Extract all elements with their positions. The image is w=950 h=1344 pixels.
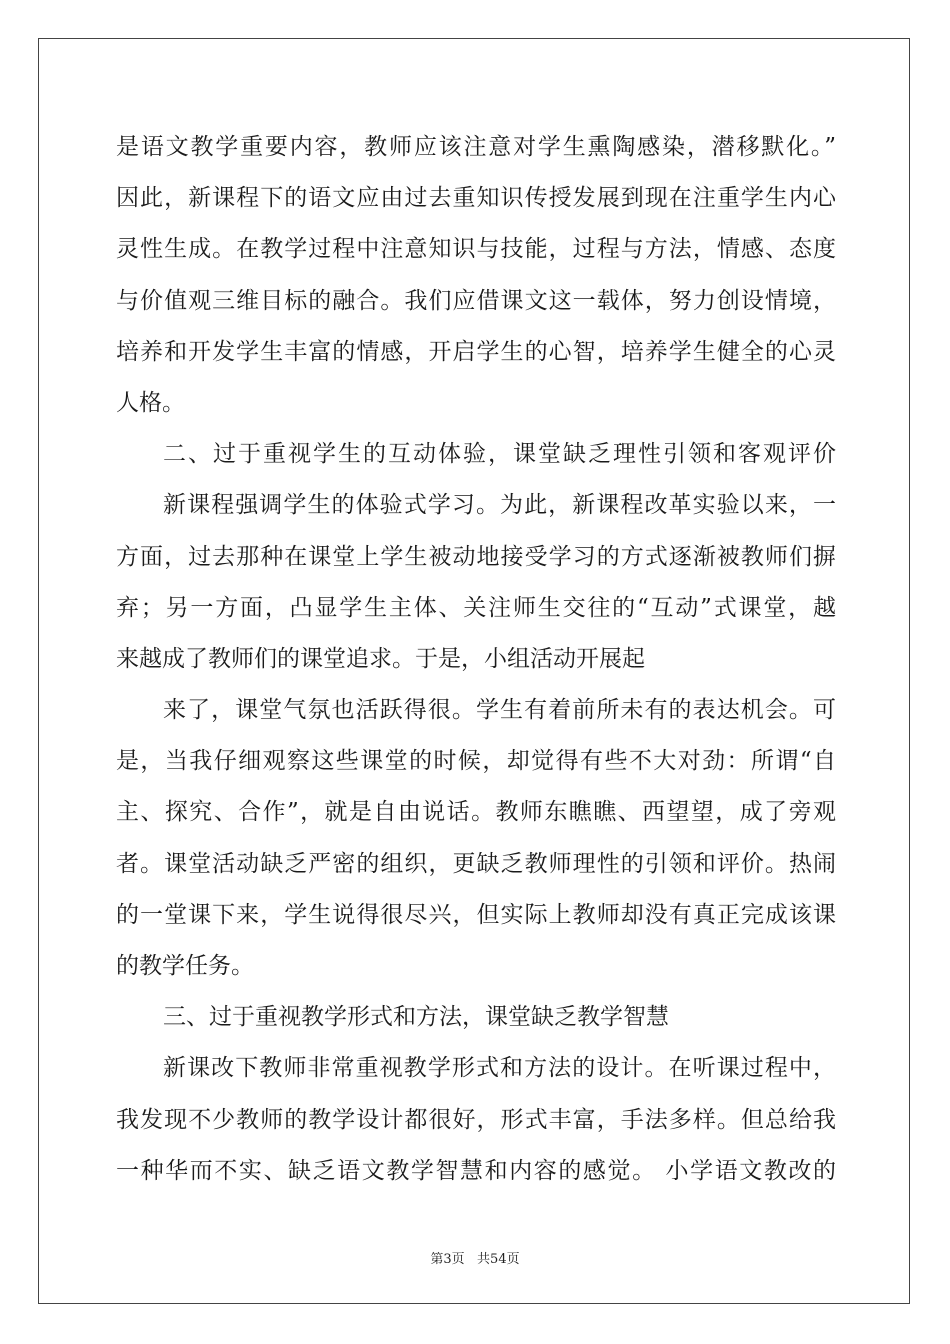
text-line: 的教学任务。 <box>116 953 254 979</box>
text-line: 是，当我仔细观察这些课堂的时候，却觉得有些不大对劲：所谓“自 <box>116 748 836 775</box>
text-line: 培养和开发学生丰富的情感，开启学生的心智，培养学生健全的心灵 <box>116 338 836 365</box>
text-line: 方面，过去那种在课堂上学生被动地接受学习的方式逐渐被教师们摒 <box>116 543 836 570</box>
text-line: 我发现不少教师的教学设计都很好，形式丰富，手法多样。但总给我 <box>116 1106 836 1133</box>
text-line: 弃；另一方面，凸显学生主体、关注师生交往的“互动”式课堂，越 <box>116 594 836 621</box>
text-line: 来了，课堂气氛也活跃得很。学生有着前所未有的表达机会。可 <box>163 697 836 724</box>
text-line: 的一堂课下来，学生说得很尽兴，但实际上教师却没有真正完成该课 <box>116 901 836 928</box>
page-footer <box>0 1248 950 1267</box>
text-line: 是语文教学重要内容，教师应该注意对学生熏陶感染，潜移默化。” <box>116 134 836 160</box>
text-line: 三、过于重视教学形式和方法，课堂缺乏教学智慧 <box>163 1004 669 1031</box>
document-body <box>116 122 836 1197</box>
text-line: 因此，新课程下的语文应由过去重知识传授发展到现在注重学生内心 <box>116 185 836 212</box>
text-line: 灵性生成。在教学过程中注意知识与技能，过程与方法，情感、态度 <box>116 236 836 263</box>
text-line: 新课改下教师非常重视教学形式和方法的设计。在听课过程中， <box>163 1055 836 1082</box>
text-line: 人格。 <box>116 389 185 416</box>
text-line: 二、过于重视学生的互动体验，课堂缺乏理性引领和客观评价 <box>163 441 836 468</box>
text-line: 来越成了教师们的课堂追求。于是，小组活动开展起 <box>116 645 645 672</box>
text-line: 者。课堂活动缺乏严密的组织，更缺乏教师理性的引领和评价。热闹 <box>116 850 836 877</box>
text-line: 与价值观三维目标的融合。我们应借课文这一载体，努力创设情境， <box>116 287 836 314</box>
text-line: 新课程强调学生的体验式学习。为此，新课程改革实验以来，一 <box>163 492 836 519</box>
text-line: 一种华而不实、缺乏语文教学智慧和内容的感觉。 小学语文教改的 <box>116 1157 836 1184</box>
page-number: 第3页 共54页 <box>430 1252 520 1267</box>
text-line: 主、探究、合作”，就是自由说话。教师东瞧瞧、西望望，成了旁观 <box>116 799 836 826</box>
